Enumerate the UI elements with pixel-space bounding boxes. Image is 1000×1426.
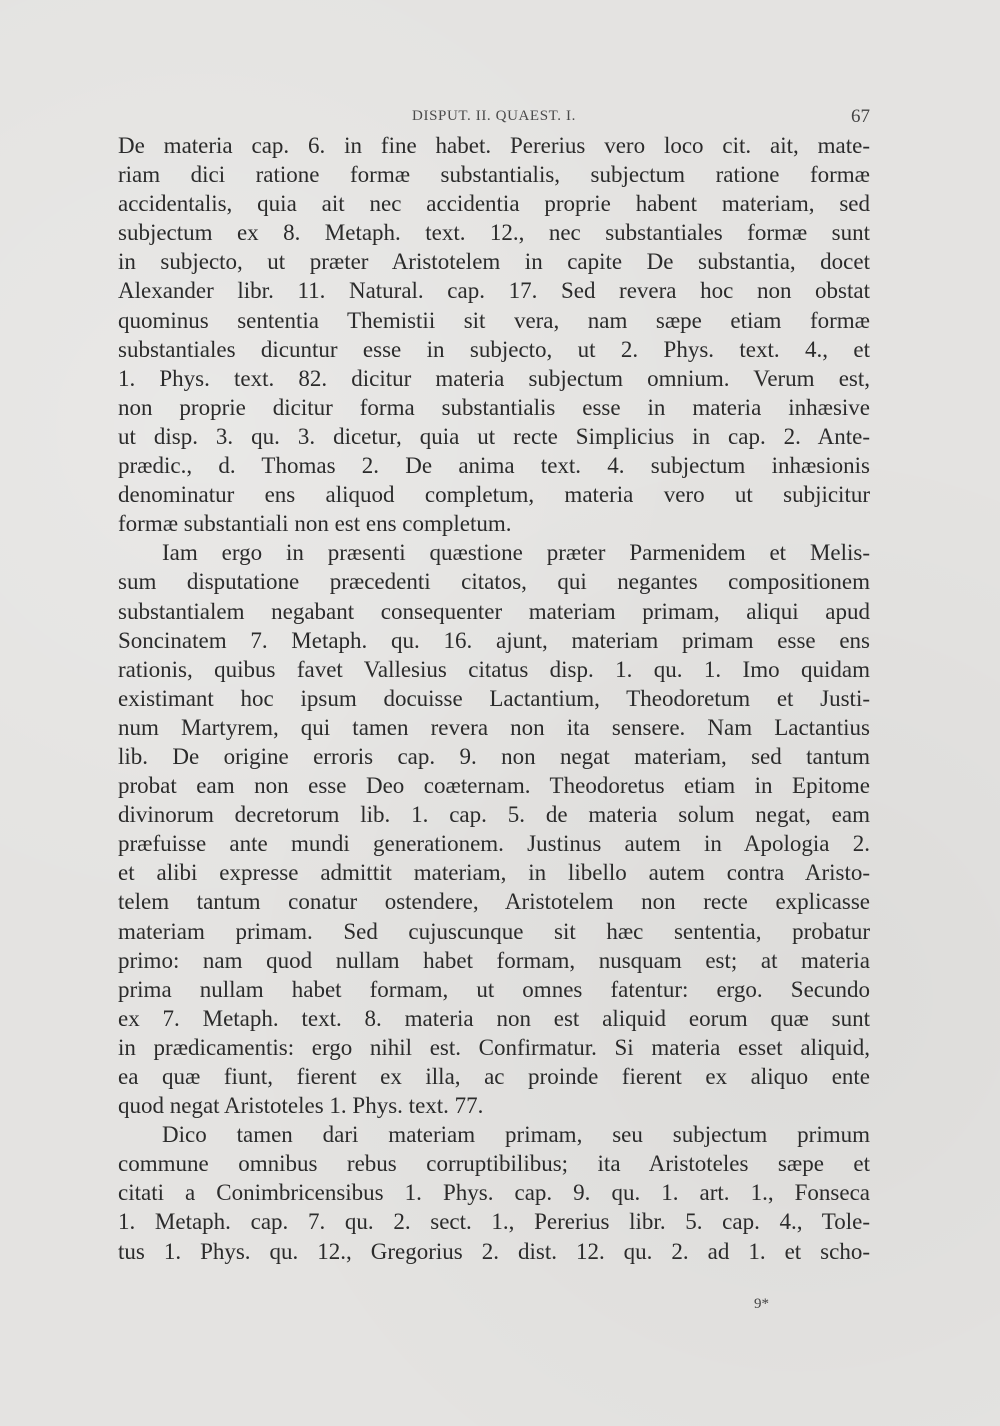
text-line: ex 7. Metaph. text. 8. materia non est aliquid eorum quæ sunt: [118, 1005, 870, 1031]
running-head-title: DISPUT. II. QUAEST. I.: [412, 108, 576, 124]
text-line: non proprie dicitur forma substantialis esse in materia inhæsive: [118, 394, 870, 420]
text-line: 1. Metaph. cap. 7. qu. 2. sect. 1., Pererius libr. 5. cap. 4., Tole-: [118, 1209, 870, 1235]
signature-mark: 9*: [754, 1296, 769, 1312]
text-line: præfuisse ante mundi generationem. Justinus autem in Apologia 2.: [118, 831, 870, 857]
body-text: [118, 131, 870, 1266]
text-line: prædic., d. Thomas 2. De anima text. 4. subjectum inhæsionis: [118, 453, 870, 479]
text-line: accidentalis, quia ait nec accidentia proprie habent materiam, sed: [118, 191, 870, 217]
text-line: telem tantum conatur ostendere, Aristotelem non recte explicasse: [118, 889, 870, 915]
paragraph-start-line: Iam ergo in præsenti quæstione præter Parmenidem et Melis-: [162, 540, 870, 566]
text-line: formæ substantiali non est ens completum.: [118, 511, 512, 537]
paragraph-start-line: Dico tamen dari materiam primam, seu subjectum primum: [162, 1122, 870, 1148]
text-line: 1. Phys. text. 82. dicitur materia subjectum omnium. Verum est,: [118, 365, 870, 391]
text-line: materiam primam. Sed cujuscunque sit hæc sententia, probatur: [118, 918, 870, 944]
text-line: Soncinatem 7. Metaph. qu. 16. ajunt, materiam primam esse ens: [118, 627, 870, 653]
text-line: existimant hoc ipsum docuisse Lactantium, Theodoretum et Justi-: [118, 685, 870, 711]
text-line: ea quæ fiunt, fierent ex illa, ac proinde fierent ex aliquo ente: [118, 1064, 870, 1089]
text-line: in prædicamentis: ergo nihil est. Confirmatur. Si materia esset aliquid,: [118, 1034, 870, 1060]
text-line: substantiales dicuntur esse in subjecto, ut 2. Phys. text. 4., et: [118, 336, 870, 362]
text-line: lib. De origine erroris cap. 9. non negat materiam, sed tantum: [118, 743, 870, 769]
text-line: probat eam non esse Deo coæternam. Theodoretus etiam in Epitome: [118, 773, 870, 799]
text-line: quod negat Aristoteles 1. Phys. text. 77.: [118, 1093, 484, 1119]
text-line: citati a Conimbricensibus 1. Phys. cap. 9. qu. 1. art. 1., Fonseca: [118, 1180, 870, 1206]
text-line: in subjecto, ut præter Aristotelem in capite De substantia, docet: [118, 249, 870, 275]
text-line: num Martyrem, qui tamen revera non ita sensere. Nam Lactantius: [118, 714, 870, 740]
text-line: tus 1. Phys. qu. 12., Gregorius 2. dist. 12. qu. 2. ad 1. et scho-: [118, 1238, 870, 1264]
page-number: 67: [851, 106, 870, 127]
text-line: primo: nam quod nullam habet formam, nusquam est; at materia: [118, 947, 870, 973]
running-head: [118, 106, 870, 130]
text-line: prima nullam habet formam, ut omnes fatentur: ergo. Secundo: [118, 976, 870, 1002]
text-line: rationis, quibus favet Vallesius citatus disp. 1. qu. 1. Imo quidam: [118, 656, 870, 682]
text-line: sum disputatione præcedenti citatos, qui negantes compositionem: [118, 569, 870, 595]
text-line: et alibi expresse admittit materiam, in libello autem contra Aristo-: [118, 860, 870, 886]
text-line: riam dici ratione formæ substantialis, subjectum ratione formæ: [118, 162, 870, 188]
text-line: De materia cap. 6. in fine habet. Pererius vero loco cit. ait, mate-: [118, 133, 870, 158]
text-line: divinorum decretorum lib. 1. cap. 5. de materia solum negat, eam: [118, 802, 870, 828]
text-line: ut disp. 3. qu. 3. dicetur, quia ut recte Simplicius in cap. 2. Ante-: [118, 423, 870, 449]
text-line: denominatur ens aliquod completum, materia vero ut subjicitur: [118, 482, 870, 508]
text-line: commune omnibus rebus corruptibilibus; ita Aristoteles sæpe et: [118, 1151, 870, 1177]
text-line: quominus sententia Themistii sit vera, nam sæpe etiam formæ: [118, 307, 870, 333]
text-line: subjectum ex 8. Metaph. text. 12., nec substantiales formæ sunt: [118, 220, 870, 246]
text-line: substantialem negabant consequenter materiam primam, aliqui apud: [118, 598, 870, 624]
text-line: Alexander libr. 11. Natural. cap. 17. Sed revera hoc non obstat: [118, 278, 870, 304]
